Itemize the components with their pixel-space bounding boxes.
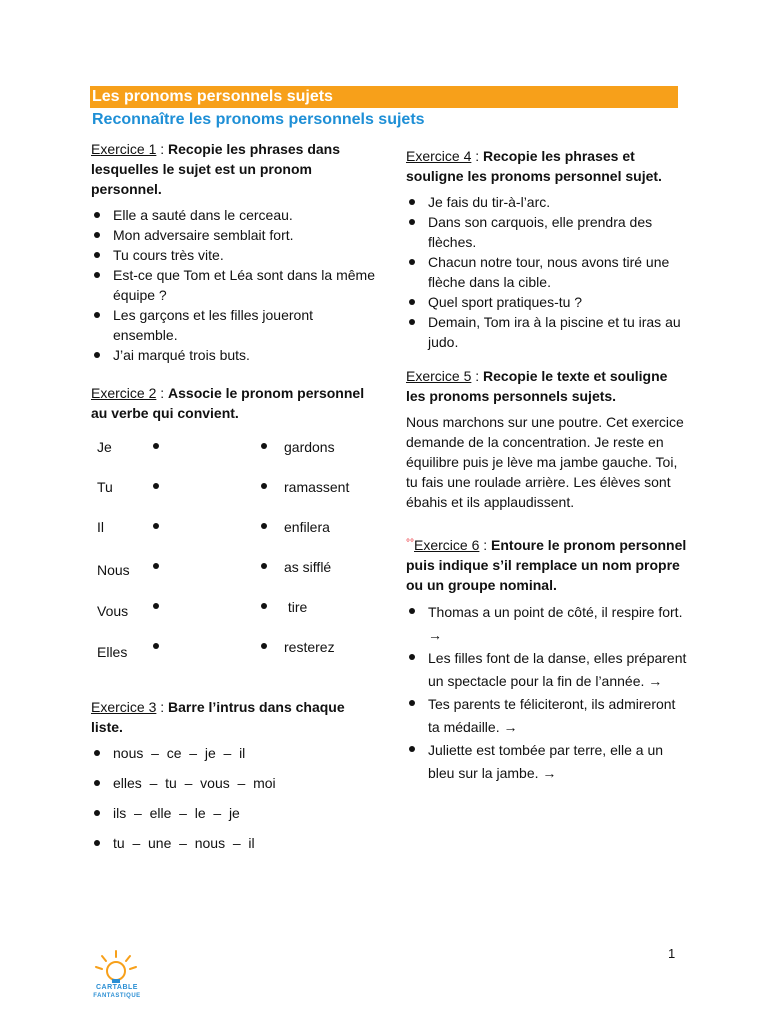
verb: ramassent: [284, 479, 350, 495]
logo-line-1: CARTABLE: [96, 984, 138, 991]
list-item: Elle a sauté dans le cerceau.: [91, 205, 376, 225]
list-item: tu – une – nous – il: [91, 833, 376, 853]
separator: :: [471, 368, 484, 384]
list-item: Tu cours très vite.: [91, 245, 376, 265]
page-title: Les pronoms personnels sujets: [90, 86, 678, 108]
verb: tire: [284, 599, 308, 615]
exercise-5-instruction: Recopie le texte et souligne les pronoms personnels sujets.: [406, 368, 668, 404]
list-item: Les filles font de la danse, elles préparent un spectacle pour la fin de l’année. →: [406, 647, 688, 693]
exercise-3-list: [91, 743, 376, 853]
pronoun: Nous: [97, 562, 130, 578]
pronoun: Elles: [97, 644, 128, 660]
exercise-6-name: Exercice 6: [414, 537, 480, 553]
exercise-6-instruction: Entoure le pronom personnel puis indique s’il remplace un nom propre ou un groupe nominal.: [406, 537, 687, 593]
exercise-5-heading: [406, 366, 688, 406]
match-dot-right[interactable]: [261, 563, 267, 569]
match-dot-right[interactable]: [261, 603, 267, 609]
separator: :: [471, 148, 484, 164]
exercise-1-heading: [91, 139, 376, 199]
match-row: [91, 557, 376, 577]
list-item: Demain, Tom ira à la piscine et tu iras au judo.: [406, 312, 688, 352]
exercise-3-heading: [91, 697, 376, 737]
exercise-4-name: Exercice 4: [406, 148, 472, 164]
match-dot-left[interactable]: [153, 643, 159, 649]
exercise-2-name: Exercice 2: [91, 385, 157, 401]
exercise-2-heading: [91, 383, 376, 423]
pronoun: Vous: [97, 603, 129, 619]
list-item: Mon adversaire semblait fort.: [91, 225, 376, 245]
list-item: Dans son carquois, elle prendra des flèches.: [406, 212, 688, 252]
match-dot-left[interactable]: [153, 603, 159, 609]
list-item: Quel sport pratiques-tu ?: [406, 292, 688, 312]
exercise-1-instruction: Recopie les phrases dans lesquelles le sujet est un pronom personnel.: [91, 141, 340, 197]
exercise-1-name: Exercice 1: [91, 141, 157, 157]
match-dot-left[interactable]: [153, 443, 159, 449]
page-number: 1: [668, 946, 676, 961]
list-item: nous – ce – je – il: [91, 743, 376, 763]
match-dot-left[interactable]: [153, 563, 159, 569]
list-item: ils – elle – le – je: [91, 803, 376, 823]
exercise-5-name: Exercice 5: [406, 368, 472, 384]
exercise-3-instruction: Barre l’intrus dans chaque liste.: [91, 699, 345, 735]
verb: resterez: [284, 639, 335, 655]
match-dot-right[interactable]: [261, 643, 267, 649]
pronoun: Tu: [97, 479, 113, 495]
exercise-3-name: Exercice 3: [91, 699, 157, 715]
list-item: Est-ce que Tom et Léa sont dans la même équipe ?: [91, 265, 376, 305]
exercise-4-instruction: Recopie les phrases et souligne les pronoms personnel sujet.: [406, 148, 662, 184]
match-dot-right[interactable]: [261, 483, 267, 489]
separator: :: [156, 699, 169, 715]
separator: :: [479, 537, 492, 553]
match-dot-left[interactable]: [153, 483, 159, 489]
match-row: [91, 437, 376, 457]
exercise-6-list: [406, 601, 688, 785]
verb: enfilera: [284, 519, 330, 535]
match-row: [91, 517, 376, 537]
list-item: Thomas a un point de côté, il respire fort. →: [406, 601, 688, 647]
exercise-4-heading: [406, 146, 688, 186]
pronoun: Il: [97, 519, 104, 535]
separator: :: [156, 385, 169, 401]
match-dot-right[interactable]: [261, 523, 267, 529]
exercise-5-text: Nous marchons sur une poutre. Cet exercice demande de la concentration. Je reste en équilibre puis je lève ma jambe gauche. Toi, tu fais une roulade arrière. Les élèves sont ébahis et ils applaudissent.: [406, 414, 684, 510]
left-column: [91, 139, 376, 863]
difficulty-stars: °°: [406, 538, 414, 549]
exercise-1-list: [91, 205, 376, 365]
list-item: Les garçons et les filles joueront ensemble.: [91, 305, 376, 345]
exercise-2-instruction: Associe le pronom personnel au verbe qui convient.: [91, 385, 365, 421]
match-dot-left[interactable]: [153, 523, 159, 529]
matching-exercise: [91, 437, 376, 687]
list-item: Juliette est tombée par terre, elle a un bleu sur la jambe. →: [406, 739, 688, 785]
match-row: [91, 597, 376, 617]
match-row: [91, 637, 376, 660]
exercise-4-list: [406, 192, 688, 352]
verb: as sifflé: [284, 559, 332, 575]
page-subtitle: Reconnaître les pronoms personnels sujets: [92, 111, 425, 128]
verb: gardons: [284, 439, 335, 455]
list-item: elles – tu – vous – moi: [91, 773, 376, 793]
logo-text: [90, 984, 144, 1000]
list-item: Chacun notre tour, nous avons tiré une flèche dans la cible.: [406, 252, 688, 292]
match-dot-right[interactable]: [261, 443, 267, 449]
logo-line-2: FANTASTIQUE: [93, 993, 141, 999]
exercise-6-heading: [406, 534, 688, 595]
match-row: [91, 477, 376, 497]
separator: :: [156, 141, 169, 157]
pronoun: Je: [97, 439, 112, 455]
right-column: [406, 146, 688, 785]
list-item: Tes parents te féliciteront, ils admireront ta médaille. →: [406, 693, 688, 739]
list-item: Je fais du tir-à-l’arc.: [406, 192, 688, 212]
list-item: J’ai marqué trois buts.: [91, 345, 376, 365]
